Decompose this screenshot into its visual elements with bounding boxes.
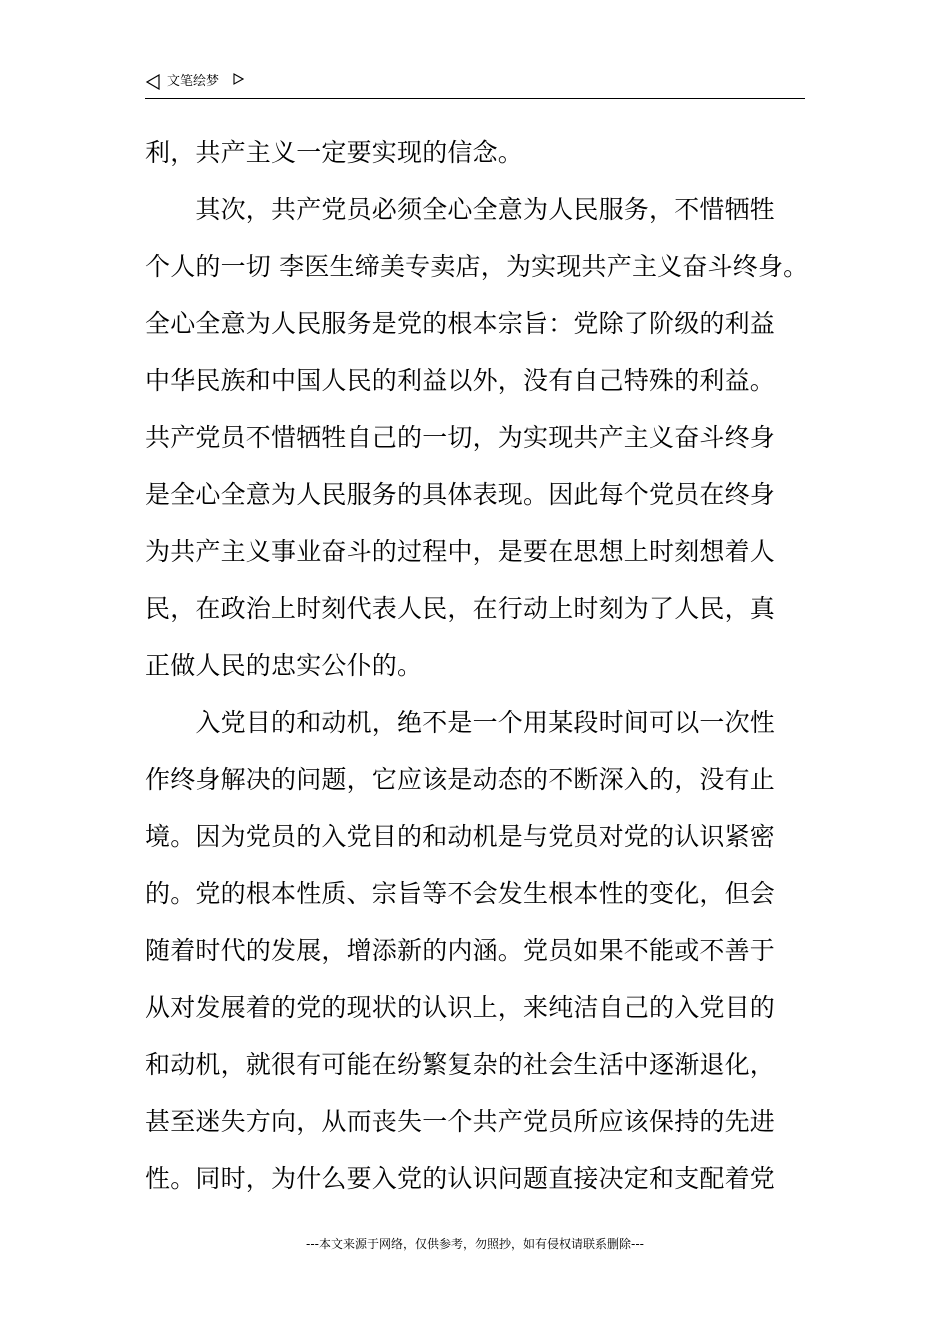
body-line: 的。党的根本性质、宗旨等不会发生根本性的变化，但会	[145, 879, 776, 908]
body-line: 中华民族和中国人民的利益以外，没有自己特殊的利益。	[145, 366, 776, 395]
page-footer: ---本文来源于网络，仅供参考，勿照抄，如有侵权请联系删除---	[306, 1237, 644, 1251]
body-line: 个人的一切 李医生缔美专卖店，为实现共产主义奋斗终身。	[145, 252, 809, 281]
body-line: 是全心全意为人民服务的具体表现。因此每个党员在终身	[145, 480, 776, 509]
body-line: 性。同时，为什么要入党的认识问题直接决定和支配着党	[145, 1164, 776, 1193]
body-line: 正做人民的忠实公仆的。	[145, 651, 423, 680]
body-line: 作终身解决的问题，它应该是动态的不断深入的，没有止	[145, 765, 776, 794]
right-triangle-icon	[233, 73, 244, 85]
body-line: 全心全意为人民服务是党的根本宗旨：党除了阶级的利益	[145, 309, 776, 338]
body-line: 为共产主义事业奋斗的过程中，是要在思想上时刻想着人	[145, 537, 776, 566]
body-line: 随着时代的发展，增添新的内涵。党员如果不能或不善于	[145, 936, 776, 965]
body-line: 共产党员不惜牺牲自己的一切，为实现共产主义奋斗终身	[145, 423, 776, 452]
body-line: 从对发展着的党的现状的认识上，来纯洁自己的入党目的	[145, 993, 776, 1022]
body-line: 其次，共产党员必须全心全意为人民服务，不惜牺牲	[145, 195, 776, 224]
left-triangle-icon	[145, 74, 161, 90]
page-header	[145, 72, 805, 99]
body-line: 入党目的和动机，绝不是一个用某段时间可以一次性	[145, 708, 776, 737]
body-line: 和动机，就很有可能在纷繁复杂的社会生活中逐渐退化，	[145, 1050, 776, 1079]
body-line: 民，在政治上时刻代表人民，在行动上时刻为了人民，真	[145, 594, 776, 623]
body-line: 境。因为党员的入党目的和动机是与党员对党的认识紧密	[145, 822, 776, 851]
body-line: 利，共产主义一定要实现的信念。	[145, 138, 524, 167]
header-title: 文笔绘梦	[167, 74, 220, 89]
body-line: 甚至迷失方向，从而丧失一个共产党员所应该保持的先进	[145, 1107, 776, 1136]
